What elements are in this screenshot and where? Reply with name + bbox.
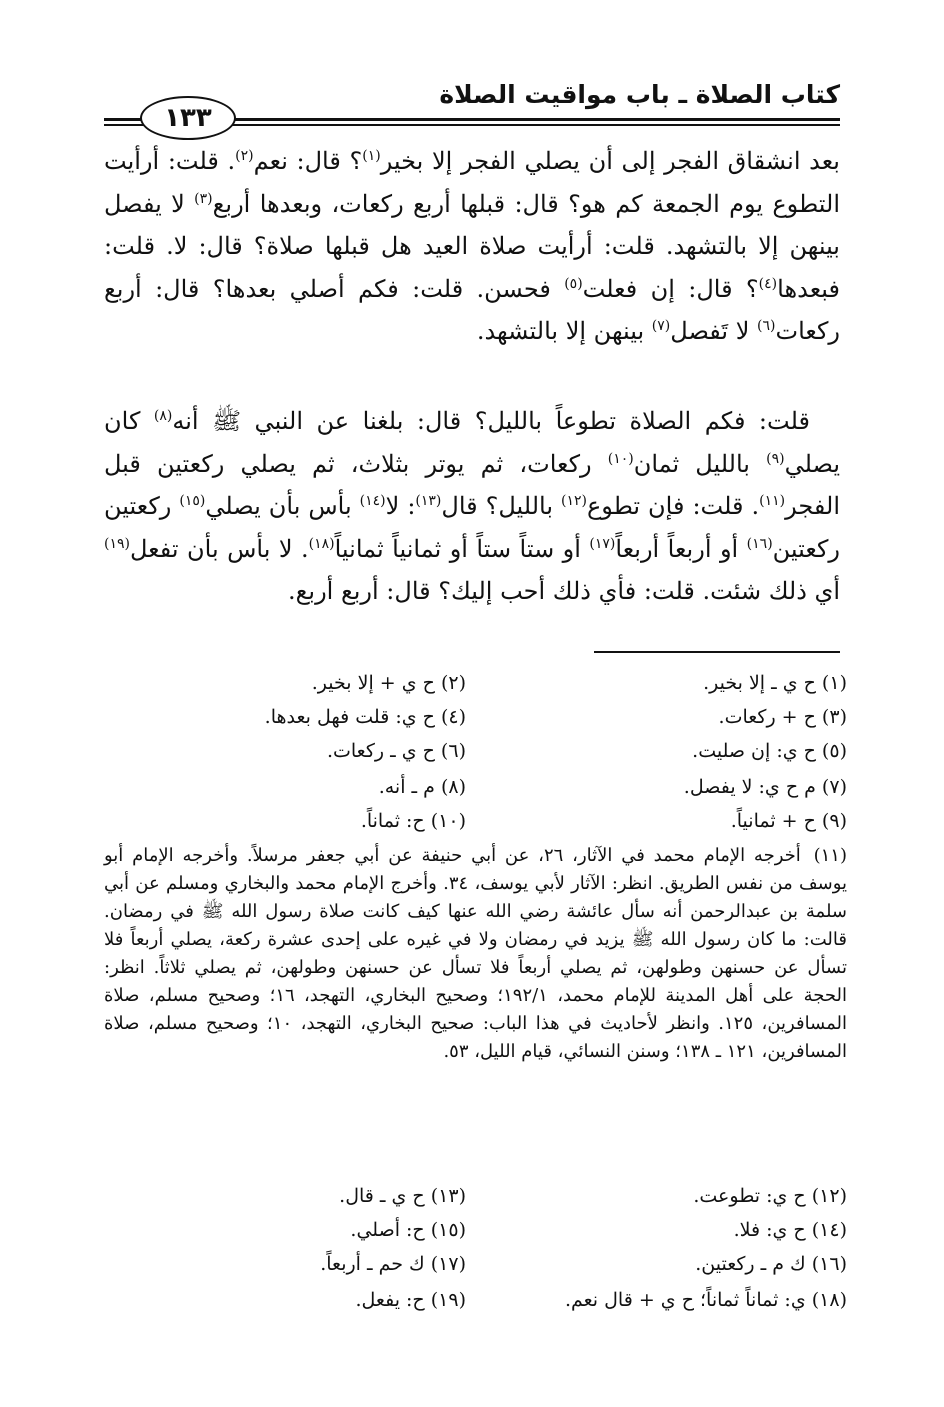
paragraph-text-segment: : لا xyxy=(385,492,416,520)
footnote-reference-marker: (١٣) xyxy=(415,493,442,509)
footnote-16: (١٦) ك م ـ ركعتين. xyxy=(695,1253,847,1275)
footnote-18: (١٨) ي: ثماناً ثماناً؛ ح ي + قال نعم. xyxy=(564,1289,847,1311)
footnote-reference-marker: (٦) xyxy=(757,318,776,334)
paragraph-text-segment: لا تَفصل xyxy=(670,317,758,345)
footnote-9: (٩) ح + ثمانياً. xyxy=(730,810,847,832)
paragraph-text-segment: . قلت: أرأيت التطوع يوم الجمعة كم هو؟ قال: قبلها أربع ركعات، وبعدها أربع xyxy=(104,147,840,218)
footnote-reference-marker: (٣) xyxy=(194,190,213,207)
paragraph-text-segment: ركعات، ثم يوتر بثلاث، ثم يصلي ركعتين قبل الفجر xyxy=(104,449,840,520)
footnote-5: (٥) ح ي: إن صليت. xyxy=(692,740,847,762)
paragraph-text-segment: لا يفصل بينهن إلا بالتشهد. قلت: أرأيت صلاة العيد هل قبلها صلاة؟ قال: لا. قلت: فبعدها xyxy=(104,189,840,303)
footnote-reference-marker: (١٧) xyxy=(589,535,616,552)
paragraph-text-segment: بعد انشقاق الفجر إلى أن يصلي الفجر إلا بخير xyxy=(380,147,840,175)
footnote-17: (١٧) ك حم ـ أربعاً. xyxy=(320,1253,466,1275)
body-paragraph-1 xyxy=(104,140,840,353)
footnote-11-number: (١١) xyxy=(813,845,848,866)
footnote-reference-marker: (١٠) xyxy=(607,450,634,467)
footnote-reference-marker: (٧) xyxy=(651,318,671,334)
body-paragraph-2 xyxy=(104,400,840,613)
footnote-19: (١٩) ح: يفعل. xyxy=(355,1289,466,1311)
paragraph-text-segment: ركعتين ركعتين xyxy=(104,492,841,563)
footnote-reference-marker: (٤) xyxy=(758,275,778,292)
footnote-13: (١٣) ح ي ـ قال. xyxy=(339,1185,466,1207)
paragraph-text-segment: قلت: فكم الصلاة تطوعاً بالليل؟ قال: بلغنا عن النبي ﷺ أنه xyxy=(172,407,810,435)
footnote-7: (٧) م ح ي: لا يفصل. xyxy=(683,776,847,798)
paragraph-text-segment: ؟ قال: نعم xyxy=(253,147,363,175)
footnote-2: (٢) ح ي + إلا بخير. xyxy=(311,672,466,694)
paragraph-text-segment: بينهن إلا بالتشهد. xyxy=(476,317,652,345)
footnote-14: (١٤) ح ي: فلا. xyxy=(733,1219,847,1241)
paragraph-text-segment: ؟ قال: إن فعلت xyxy=(582,274,759,303)
paragraph-text-segment: أي ذلك شئت. قلت: فأي ذلك أحب إليك؟ قال: أربع أربع. xyxy=(288,577,840,605)
footnote-reference-marker: (١٦) xyxy=(746,535,773,552)
footnote-reference-marker: (١٩) xyxy=(104,535,130,552)
footnote-separator xyxy=(594,651,840,653)
paragraph-text-segment: فحسن. قلت: فكم أصلي بعدها؟ قال: أربع ركعات xyxy=(104,274,840,345)
footnote-4: (٤) ح ي: قلت فهل بعدها. xyxy=(264,706,466,728)
footnote-12: (١٢) ح ي: تطوعت. xyxy=(693,1185,847,1207)
footnote-3: (٣) ح + ركعات. xyxy=(718,706,847,728)
footnote-reference-marker: (١٥) xyxy=(179,493,206,509)
paragraph-text-segment: كان يصلي xyxy=(104,407,841,478)
footnote-11-text: أخرجه الإمام محمد في الآثار، ٢٦، عن أبي حنيفة عن أبي جعفر مرسلاً. وأخرجه الإمام أبو يوسف من نفس الطريق. انظر: الآثار لأبي يوسف، ٣٤. وأخرج الإمام محمد والبخاري ومسلم عن أبي سلمة بن عبدالرحمن أنه سأل عائشة رضي الله عنها كيف كانت صلاة رسول الله ﷺ في رمضان. قالت: ما كان رسول الله ﷺ يزيد في رمضان ولا في غيره على إحدى عشرة ركعة، يصلي أربعاً فلا تسأل عن حسنهن وطولهن، ثم يصلي أربعاً فلا تسأل عن حسنهن وطولهن، ثم يصلي ثلاثاً. انظر: الحجة على أهل المدينة للإمام محمد، ١٩٢/١؛ وصحيح البخاري، التهجد، ١٦؛ وصحيح مسلم، صلاة المسافرين، ١٢٥. وانظر لأحاديث في هذا الباب: صحيح البخاري، التهجد، ١٠؛ وصحيح مسلم، صلاة المسافرين، ١٢١ ـ ١٣٨؛ وسنن النسائي، قيام الليل، ٥٣. xyxy=(104,845,848,1062)
running-header-title: كتاب الصلاة ـ باب مواقيت الصلاة xyxy=(439,80,840,109)
paragraph-text-segment: أو ستاً ستاً أو ثمانياً ثمانياً xyxy=(334,534,590,563)
page-number-badge: ١٣٣ xyxy=(140,96,236,140)
footnote-reference-marker: (١٨) xyxy=(308,535,335,552)
footnote-reference-marker: (١٤) xyxy=(359,493,386,509)
footnote-15: (١٥) ح: أصلي. xyxy=(350,1219,466,1241)
footnote-1: (١) ح ي ـ إلا بخير. xyxy=(703,672,847,694)
footnote-8: (٨) م ـ أنه. xyxy=(378,776,466,798)
footnote-reference-marker: (٥) xyxy=(564,275,583,292)
paragraph-text-segment: . قلت: فإن تطوع xyxy=(586,492,760,520)
footnote-reference-marker: (٢) xyxy=(235,148,254,164)
paragraph-text-segment: بالليل ثمان xyxy=(633,449,767,478)
footnote-11 xyxy=(104,842,847,1066)
paragraph-text-segment: بأس بأن يصلي xyxy=(205,492,360,520)
paragraph-text-segment: أو أربعاً أربعاً xyxy=(615,534,747,563)
footnote-10: (١٠) ح: ثماناً. xyxy=(360,810,466,832)
paragraph-text-segment: . لا بأس بأن تفعل xyxy=(129,534,309,563)
footnote-reference-marker: (١٢) xyxy=(561,493,587,509)
footnote-reference-marker: (١١) xyxy=(759,493,786,509)
paragraph-text-segment: بالليل؟ قال xyxy=(441,492,561,520)
footnote-reference-marker: (٨) xyxy=(153,408,173,424)
footnote-reference-marker: (١) xyxy=(362,148,381,164)
footnote-6: (٦) ح ي ـ ركعات. xyxy=(326,740,466,762)
footnote-reference-marker: (٩) xyxy=(766,450,785,467)
